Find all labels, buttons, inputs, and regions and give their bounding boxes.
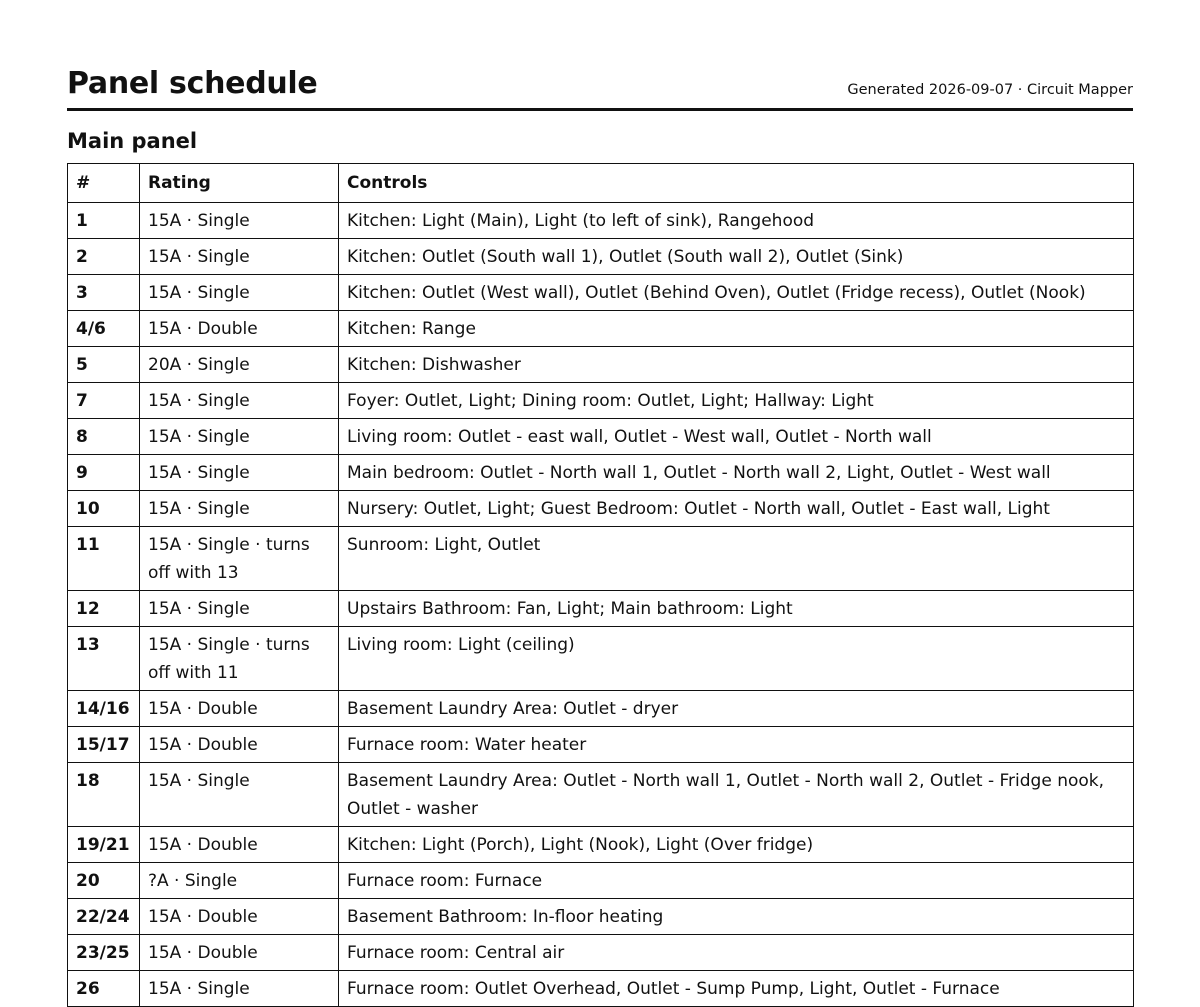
- circuit-rating-cell: 15A · Double: [140, 727, 339, 763]
- circuit-controls-cell: Kitchen: Light (Porch), Light (Nook), Light (Over fridge): [339, 827, 1134, 863]
- column-header-rating: Rating: [140, 164, 339, 203]
- circuit-controls-cell: Kitchen: Range: [339, 311, 1134, 347]
- table-row: [68, 863, 1134, 899]
- table-row: [68, 455, 1134, 491]
- circuit-number-cell: 18: [68, 763, 140, 827]
- circuit-number-cell: 8: [68, 419, 140, 455]
- circuit-number-cell: 20: [68, 863, 140, 899]
- circuit-number-cell: 15/17: [68, 727, 140, 763]
- circuit-rating-cell: 15A · Single: [140, 591, 339, 627]
- circuit-controls-cell: Living room: Outlet - east wall, Outlet - West wall, Outlet - North wall: [339, 419, 1134, 455]
- circuit-rating-cell: 15A · Single · turns off with 13: [140, 527, 339, 591]
- circuit-rating-cell: 15A · Double: [140, 691, 339, 727]
- circuit-rating-cell: 20A · Single: [140, 347, 339, 383]
- page-title: Panel schedule: [67, 66, 318, 101]
- table-row: [68, 275, 1134, 311]
- circuit-number-cell: 2: [68, 239, 140, 275]
- page-header: [67, 62, 1133, 111]
- table-body: [68, 203, 1134, 1007]
- circuit-rating-cell: 15A · Single: [140, 419, 339, 455]
- circuit-rating-cell: 15A · Single · turns off with 11: [140, 627, 339, 691]
- circuit-number-cell: 10: [68, 491, 140, 527]
- circuit-number-cell: 19/21: [68, 827, 140, 863]
- circuit-number-cell: 1: [68, 203, 140, 239]
- circuit-controls-cell: Main bedroom: Outlet - North wall 1, Outlet - North wall 2, Light, Outlet - West wall: [339, 455, 1134, 491]
- circuit-rating-cell: 15A · Single: [140, 455, 339, 491]
- table-row: [68, 899, 1134, 935]
- circuit-rating-cell: 15A · Single: [140, 971, 339, 1007]
- circuit-number-cell: 14/16: [68, 691, 140, 727]
- circuit-controls-cell: Sunroom: Light, Outlet: [339, 527, 1134, 591]
- table-header: [68, 164, 1134, 203]
- circuit-rating-cell: 15A · Single: [140, 383, 339, 419]
- table-row: [68, 383, 1134, 419]
- table-row: [68, 591, 1134, 627]
- circuit-number-cell: 7: [68, 383, 140, 419]
- table-row: [68, 239, 1134, 275]
- table-row: [68, 311, 1134, 347]
- circuit-controls-cell: Kitchen: Light (Main), Light (to left of sink), Rangehood: [339, 203, 1134, 239]
- column-header-controls: Controls: [339, 164, 1134, 203]
- circuit-number-cell: 4/6: [68, 311, 140, 347]
- circuit-rating-cell: 15A · Double: [140, 827, 339, 863]
- column-header-number: #: [68, 164, 140, 203]
- circuit-number-cell: 13: [68, 627, 140, 691]
- circuit-rating-cell: 15A · Single: [140, 239, 339, 275]
- table-row: [68, 691, 1134, 727]
- circuit-rating-cell: 15A · Double: [140, 311, 339, 347]
- panel-schedule-table: [67, 163, 1134, 1007]
- circuit-rating-cell: 15A · Double: [140, 899, 339, 935]
- circuit-number-cell: 3: [68, 275, 140, 311]
- table-row: [68, 419, 1134, 455]
- table-row: [68, 935, 1134, 971]
- circuit-controls-cell: Basement Bathroom: In-floor heating: [339, 899, 1134, 935]
- circuit-rating-cell: 15A · Single: [140, 491, 339, 527]
- circuit-number-cell: 12: [68, 591, 140, 627]
- section-title: Main panel: [67, 129, 198, 153]
- circuit-controls-cell: Furnace room: Furnace: [339, 863, 1134, 899]
- panel-schedule-page: [67, 62, 1133, 1007]
- circuit-rating-cell: ?A · Single: [140, 863, 339, 899]
- table-row: [68, 627, 1134, 691]
- table-row: [68, 727, 1134, 763]
- circuit-controls-cell: Furnace room: Water heater: [339, 727, 1134, 763]
- circuit-rating-cell: 15A · Single: [140, 203, 339, 239]
- circuit-number-cell: 23/25: [68, 935, 140, 971]
- circuit-number-cell: 26: [68, 971, 140, 1007]
- circuit-controls-cell: Nursery: Outlet, Light; Guest Bedroom: Outlet - North wall, Outlet - East wall, Light: [339, 491, 1134, 527]
- table-row: [68, 491, 1134, 527]
- table-row: [68, 827, 1134, 863]
- circuit-controls-cell: Living room: Light (ceiling): [339, 627, 1134, 691]
- circuit-rating-cell: 15A · Single: [140, 763, 339, 827]
- circuit-controls-cell: Kitchen: Dishwasher: [339, 347, 1134, 383]
- circuit-controls-cell: Kitchen: Outlet (West wall), Outlet (Behind Oven), Outlet (Fridge recess), Outlet (Nook): [339, 275, 1134, 311]
- generated-info: Generated 2026-09-07 · Circuit Mapper: [847, 82, 1133, 98]
- table-row: [68, 347, 1134, 383]
- circuit-rating-cell: 15A · Double: [140, 935, 339, 971]
- table-row: [68, 971, 1134, 1007]
- circuit-controls-cell: Furnace room: Central air: [339, 935, 1134, 971]
- circuit-controls-cell: Basement Laundry Area: Outlet - dryer: [339, 691, 1134, 727]
- table-row: [68, 203, 1134, 239]
- circuit-number-cell: 11: [68, 527, 140, 591]
- circuit-controls-cell: Kitchen: Outlet (South wall 1), Outlet (South wall 2), Outlet (Sink): [339, 239, 1134, 275]
- circuit-number-cell: 22/24: [68, 899, 140, 935]
- circuit-controls-cell: Furnace room: Outlet Overhead, Outlet - Sump Pump, Light, Outlet - Furnace: [339, 971, 1134, 1007]
- table-row: [68, 527, 1134, 591]
- table-header-row: [68, 164, 1134, 203]
- circuit-controls-cell: Foyer: Outlet, Light; Dining room: Outlet, Light; Hallway: Light: [339, 383, 1134, 419]
- table-row: [68, 763, 1134, 827]
- circuit-number-cell: 5: [68, 347, 140, 383]
- circuit-rating-cell: 15A · Single: [140, 275, 339, 311]
- circuit-controls-cell: Basement Laundry Area: Outlet - North wall 1, Outlet - North wall 2, Outlet - Fridge nook, Outlet - washer: [339, 763, 1134, 827]
- circuit-controls-cell: Upstairs Bathroom: Fan, Light; Main bathroom: Light: [339, 591, 1134, 627]
- circuit-number-cell: 9: [68, 455, 140, 491]
